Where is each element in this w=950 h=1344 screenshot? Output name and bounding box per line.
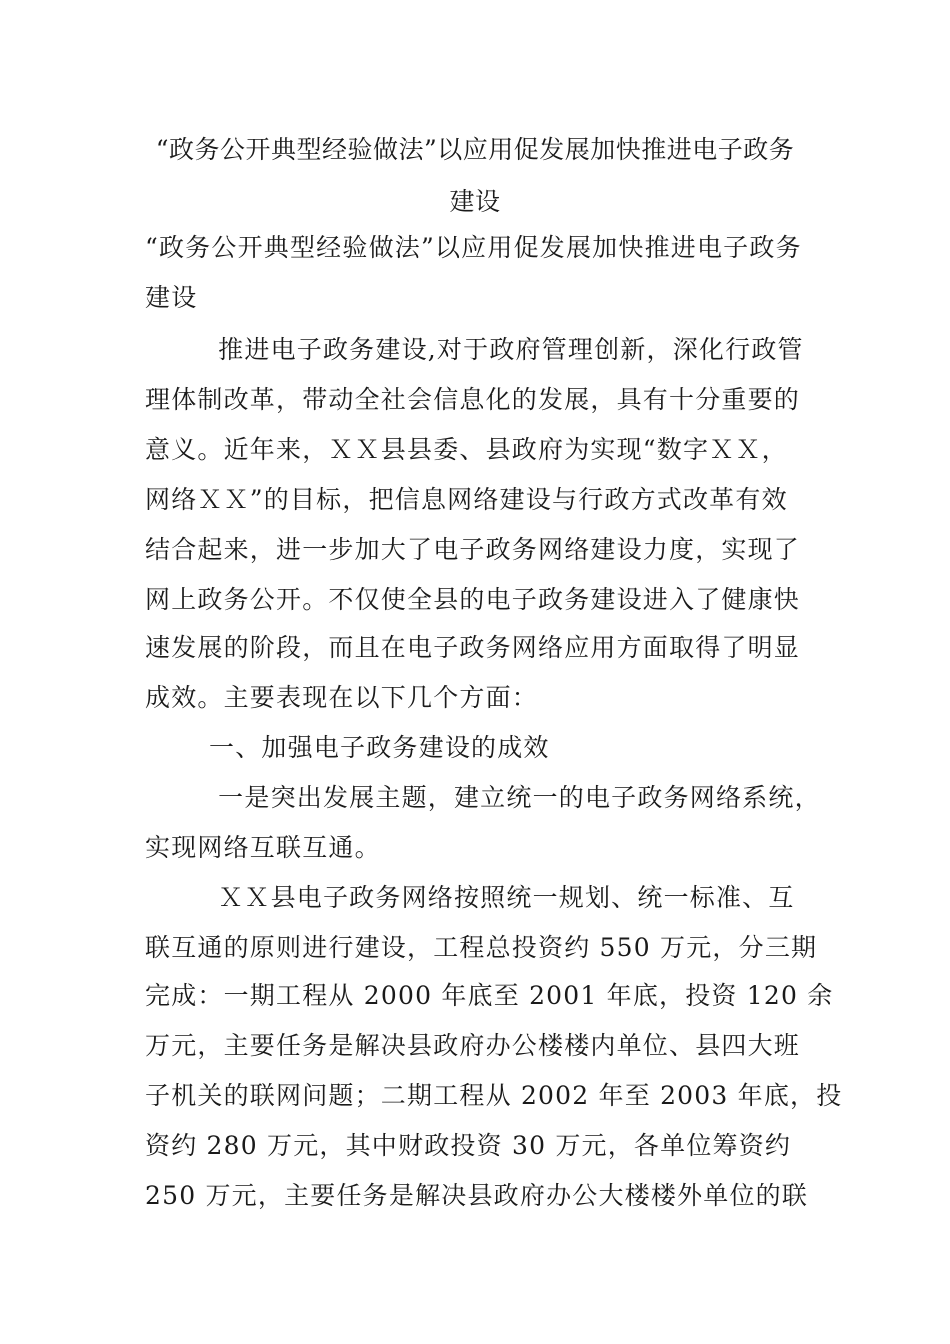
paragraph-line: 实现网络互联互通。 <box>145 833 381 862</box>
paragraph-line: 推进电子政务建设,对于政府管理创新，深化行政管 <box>145 335 804 364</box>
paragraph-line: 意义。近年来，ＸＸ县县委、县政府为实现“数字ＸＸ， <box>145 435 788 464</box>
paragraph-line: 万元，主要任务是解决县政府办公楼楼内单位、县四大班 <box>145 1031 801 1060</box>
paragraph-line: ＸＸ县电子政务网络按照统一规划、统一标准、互 <box>145 883 795 912</box>
document-title-line-1: “政务公开典型经验做法”以应用促发展加快推进电子政务 <box>155 135 795 164</box>
section-heading: 一、加强电子政务建设的成效 <box>145 733 550 762</box>
paragraph-line: 结合起来，进一步加大了电子政务网络建设力度，实现了 <box>145 535 801 564</box>
paragraph-line: 网上政务公开。不仅使全县的电子政务建设进入了健康快 <box>145 585 801 614</box>
repeated-title-line-1: “政务公开典型经验做法”以应用促发展加快推进电子政务 <box>145 233 802 262</box>
paragraph-line: 子机关的联网问题；二期工程从 2002 年至 2003 年底，投 <box>145 1081 843 1110</box>
paragraph-line: 资约 280 万元，其中财政投资 30 万元，各单位筹资约 <box>145 1131 792 1160</box>
paragraph-line: 理体制改革，带动全社会信息化的发展，具有十分重要的 <box>145 385 801 414</box>
paragraph-line: 一是突出发展主题，建立统一的电子政务网络系统， <box>145 783 821 812</box>
paragraph-line: 成效。主要表现在以下几个方面： <box>145 683 539 712</box>
paragraph-line: 完成：一期工程从 2000 年底至 2001 年底，投资 120 余 <box>145 981 834 1010</box>
paragraph-line: 网络ＸＸ”的目标，把信息网络建设与行政方式改革有效 <box>145 485 788 514</box>
document-title-line-2: 建设 <box>449 187 501 216</box>
repeated-title-line-2: 建设 <box>145 283 198 312</box>
paragraph-line: 联互通的原则进行建设，工程总投资约 550 万元，分三期 <box>145 933 818 962</box>
paragraph-line: 速发展的阶段，而且在电子政务网络应用方面取得了明显 <box>145 633 801 662</box>
paragraph-line: 250 万元，主要任务是解决县政府办公大楼楼外单位的联 <box>145 1181 809 1210</box>
